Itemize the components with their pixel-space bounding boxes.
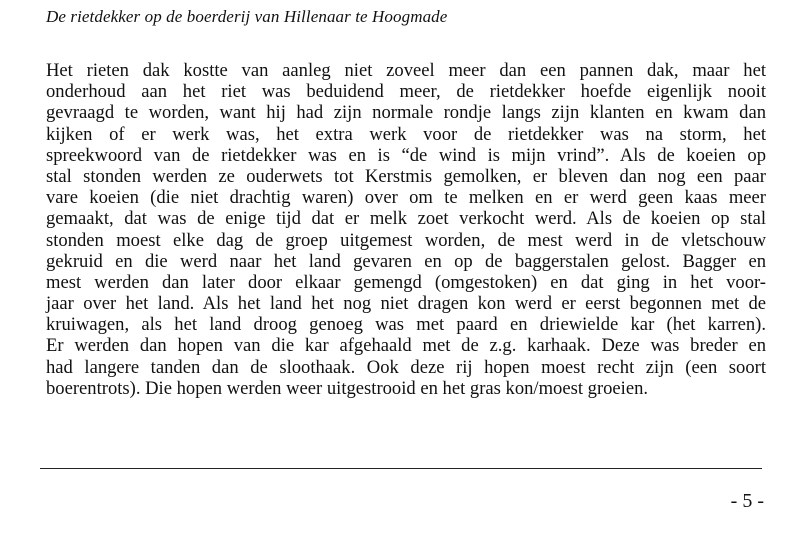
paragraph-line: gevraagd te worden, want hij had zijn normale rondje langs zijn klanten en kwam dan — [46, 102, 766, 124]
paragraph-line: stonden moest elke dag de groep uitgemest worden, de mest werd in de vletschouw — [46, 229, 766, 251]
paragraph-line: kijken of er werk was, het extra werk voor de rietdekker was na storm, het — [46, 123, 766, 145]
paragraph-line: gemaakt, dat was de enige tijd dat er melk zoet verkocht werd. Als de koeien op stal — [46, 208, 766, 230]
page-number: - 5 - — [730, 490, 764, 512]
paragraph-line: had langere tanden dan de sloothaak. Ook deze rij hopen moest recht zijn (een soort — [46, 356, 766, 378]
paragraph-line: vare koeien (die niet drachtig waren) over om te melken en er werd geen kaas meer — [46, 187, 766, 209]
horizontal-rule — [40, 468, 762, 469]
paragraph-line: jaar over het land. Als het land het nog niet dragen kon werd er eerst begonnen met de — [46, 293, 766, 315]
paragraph-line: Er werden dan hopen van die kar afgehaald met de z.g. karhaak. Deze was breder en — [46, 335, 766, 357]
paragraph-line: spreekwoord van de rietdekker was en is “de wind is mijn vrind”. Als de koeien op — [46, 144, 766, 166]
paragraph-line: stal stonden werden ze ouderwets tot Kerstmis gemolken, er bleven dan nog een paar — [46, 165, 766, 187]
paragraph-line: Het rieten dak kostte van aanleg niet zoveel meer dan een pannen dak, maar het — [46, 60, 766, 81]
paragraph-line: gekruid en die werd naar het land gevaren en op de baggerstalen gelost. Bagger en — [46, 250, 766, 272]
paragraph-line: onderhoud aan het riet was beduidend meer, de rietdekker hoefde eigenlijk nooit — [46, 81, 766, 103]
paragraph-line: boerentrots). Die hopen werden weer uitgestrooid en het gras kon/moest groeien. — [46, 377, 649, 399]
body-paragraph — [46, 60, 766, 399]
paragraph-line: mest werden dan later door elkaar gemengd (omgestoken) en dat ging in het voor- — [46, 271, 766, 293]
paragraph-line: kruiwagen, als het land droog genoeg was met paard en driewielde kar (het karren). — [46, 314, 766, 336]
page-heading: De rietdekker op de boerderij van Hillenaar te Hoogmade — [46, 7, 448, 26]
